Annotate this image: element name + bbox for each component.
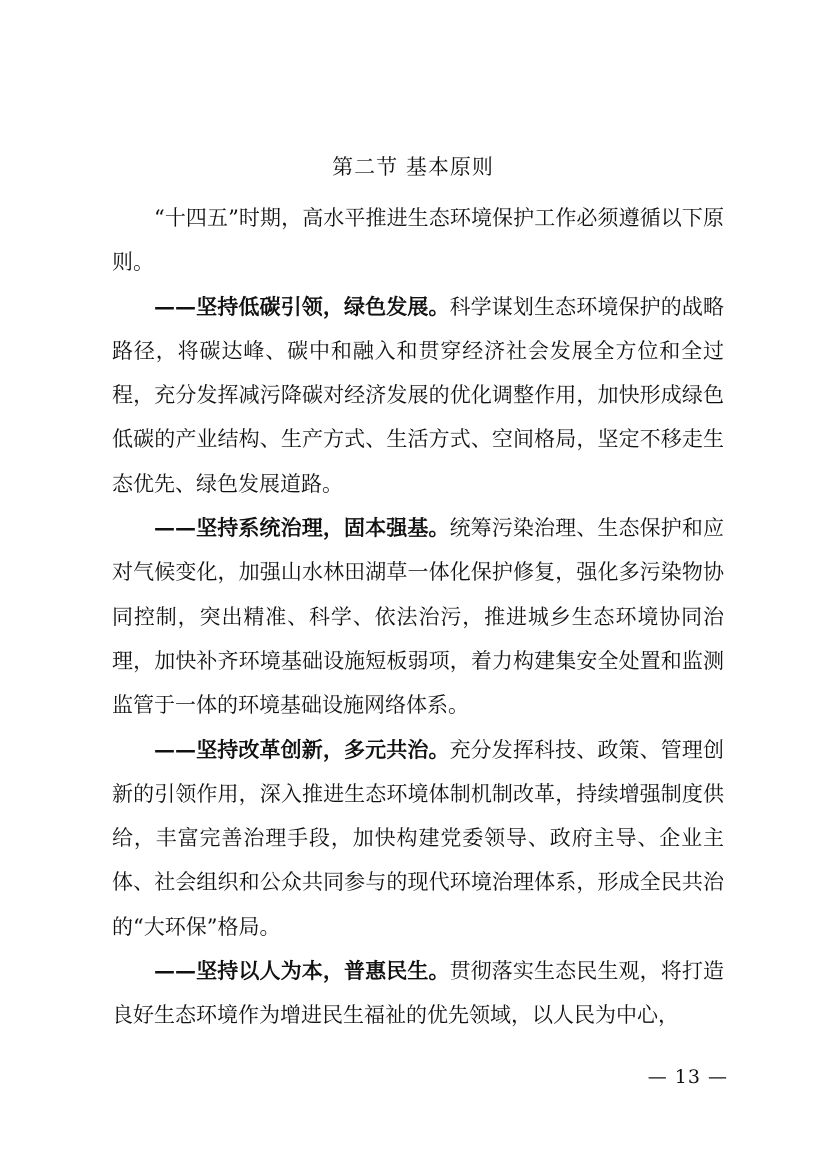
document-body bbox=[112, 196, 724, 1038]
paragraph-text: 科学谋划生态环境保护的战略路径，将碳达峰、碳中和融入和贯穿经济社会发展全方位和全过程，充分发挥减污降碳对经济发展的优化调整作用，加快形成绿色低碳的产业结构、生产方式、生活方式、空间格局，坚定不移走生态优先、绿色发展道路。 bbox=[112, 294, 725, 496]
paragraph-lead: ——坚持系统治理，固本强基。 bbox=[154, 515, 450, 541]
paragraph-lead: ——坚持以人为本，普惠民生。 bbox=[154, 958, 450, 984]
paragraph bbox=[112, 728, 724, 949]
page-number: — 13 — bbox=[647, 1066, 728, 1088]
paragraph bbox=[112, 196, 724, 285]
paragraph bbox=[112, 949, 724, 1038]
paragraph-text: “十四五”时期，高水平推进生态环境保护工作必须遵循以下原则。 bbox=[112, 206, 724, 275]
section-title: 第二节 基本原则 bbox=[332, 155, 494, 179]
paragraph-lead: ——坚持低碳引领，绿色发展。 bbox=[154, 293, 450, 319]
paragraph bbox=[112, 285, 724, 506]
paragraph-lead: ——坚持改革创新，多元共治。 bbox=[154, 736, 450, 762]
paragraph bbox=[112, 506, 724, 727]
paragraph-text: 统筹污染治理、生态保护和应对气候变化，加强山水林田湖草一体化保护修复，强化多污染物协同控制，突出精准、科学、依法治污，推进城乡生态环境协同治理，加快补齐环境基础设施短板弱项，着力构建集安全处置和监测监管于一体的环境基础设施网络体系。 bbox=[112, 516, 725, 718]
paragraph-text: 充分发挥科技、政策、管理创新的引领作用，深入推进生态环境体制机制改革，持续增强制度供给，丰富完善治理手段，加快构建党委领导、政府主导、企业主体、社会组织和公众共同参与的现代环境治理体系，形成全民共治的“大环保”格局。 bbox=[112, 737, 725, 939]
paragraph-text: 贯彻落实生态民生观，将打造良好生态环境作为增进民生福祉的优先领域，以人民为中心， bbox=[112, 959, 725, 1028]
